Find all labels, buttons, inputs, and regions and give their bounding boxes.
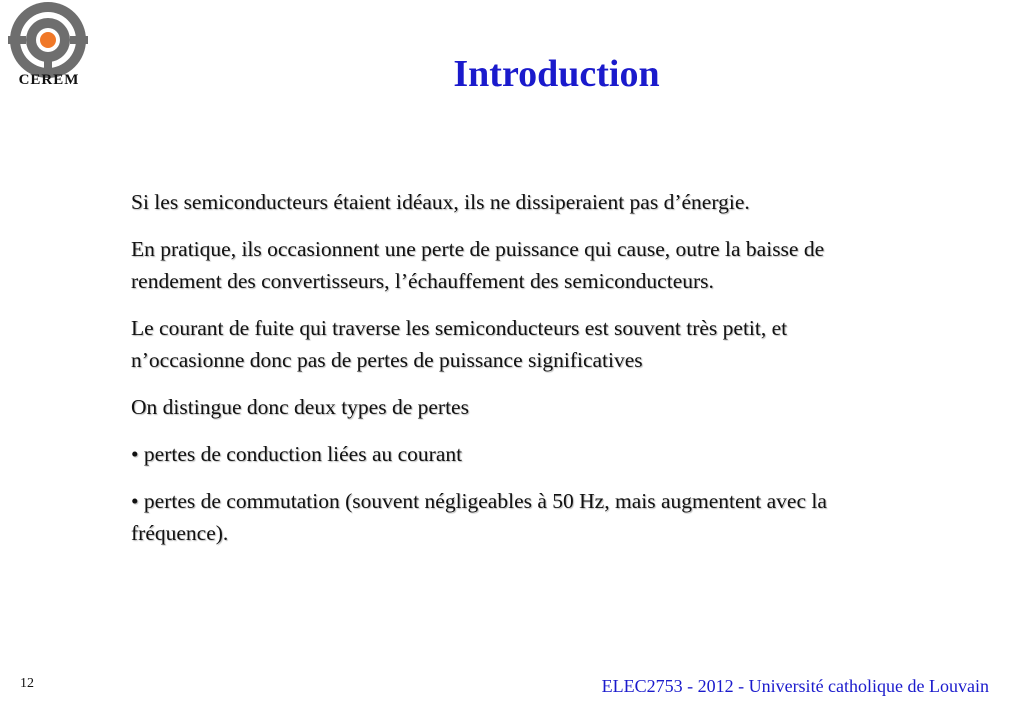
slide-body [131,186,861,564]
paragraph: On distingue donc deux types de pertes [131,395,469,419]
bullet-item: • pertes de commutation (souvent négligeables à 50 Hz, mais augmentent avec la fréquence). [131,489,827,545]
paragraph: Si les semiconducteurs étaient idéaux, ils ne dissiperaient pas d’énergie. [131,190,750,214]
page-number: 12 [20,676,34,691]
footer-course-label: ELEC2753 - 2012 - Université catholique de Louvain [601,676,989,696]
slide-title: Introduction [453,53,660,95]
paragraph: Le courant de fuite qui traverse les semiconducteurs est souvent très petit, et n’occasionne donc pas de pertes de puissance significatives [131,316,788,372]
logo-text: CEREM [18,72,80,88]
paragraph: En pratique, ils occasionnent une perte de puissance qui cause, outre la baisse de rendement des convertisseurs, l’échauffement des semiconducteurs. [131,237,825,293]
bullet-item: • pertes de conduction liées au courant [131,442,463,466]
